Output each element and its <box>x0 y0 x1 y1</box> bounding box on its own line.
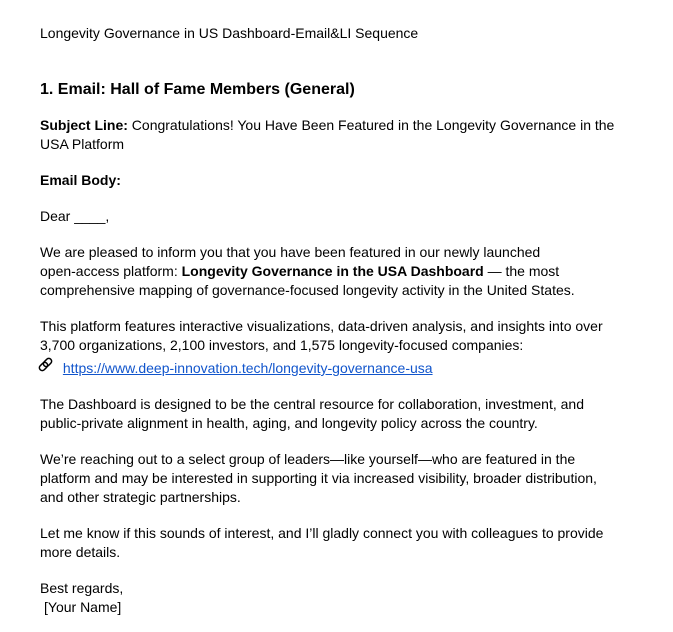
dashboard-name-bold: Longevity Governance in the USA Dashboard <box>181 263 484 279</box>
intro-paragraph <box>40 243 640 300</box>
signature-paragraph <box>40 579 640 617</box>
subject-line-paragraph <box>40 116 640 154</box>
email-body-label: Email Body: <box>40 172 121 188</box>
signature-name-placeholder: [Your Name] <box>44 599 122 615</box>
outreach-line-1: We’re reaching out to a select group of leaders—like yourself—who are featured in the <box>40 451 576 467</box>
dashboard-line-2: public-private alignment in health, aging, and longevity policy across the country. <box>40 415 538 431</box>
closing-paragraph <box>40 524 640 562</box>
dashboard-link-line <box>37 356 640 378</box>
closing-line-1: Let me know if this sounds of interest, and I’ll gladly connect you with colleagues to provide <box>40 525 604 541</box>
dashboard-paragraph <box>40 395 640 433</box>
signature-regards: Best regards, <box>40 580 124 596</box>
intro-line-1: We are pleased to inform you that you have been featured in our newly launched <box>40 244 541 260</box>
subject-label: Subject Line: <box>40 117 128 133</box>
subject-line-2: USA Platform <box>40 136 125 152</box>
link-icon <box>37 356 54 373</box>
section-heading: 1. Email: Hall of Fame Members (General) <box>40 81 355 98</box>
subject-line-1 <box>40 116 640 135</box>
intro-line-3: comprehensive mapping of governance-focused longevity activity in the United States. <box>40 282 575 298</box>
doc-title: Longevity Governance in US Dashboard-Email&LI Sequence <box>40 25 419 41</box>
outreach-line-3: and other strategic partnerships. <box>40 489 241 505</box>
intro-line-2: open-access platform: Longevity Governance in the USA Dashboard — the most <box>40 263 560 279</box>
outreach-line-2: platform and may be interested in supporting it via increased visibility, broader distribution, <box>40 470 597 486</box>
dashboard-link[interactable]: https://www.deep-innovation.tech/longevity-governance-usa <box>62 360 433 376</box>
platform-line-2: 3,700 organizations, 2,100 investors, and 1,575 longevity-focused companies: <box>40 337 524 353</box>
outreach-paragraph <box>40 450 640 507</box>
subject-text: Congratulations! You Have Been Featured in the Longevity Governance in the <box>127 117 615 133</box>
platform-paragraph <box>40 317 640 378</box>
greeting: Dear ____, <box>40 208 110 224</box>
dashboard-line-1: The Dashboard is designed to be the central resource for collaboration, investment, and <box>40 396 584 412</box>
platform-line-1: This platform features interactive visualizations, data-driven analysis, and insights into over <box>40 318 603 334</box>
closing-line-2: more details. <box>40 544 121 560</box>
